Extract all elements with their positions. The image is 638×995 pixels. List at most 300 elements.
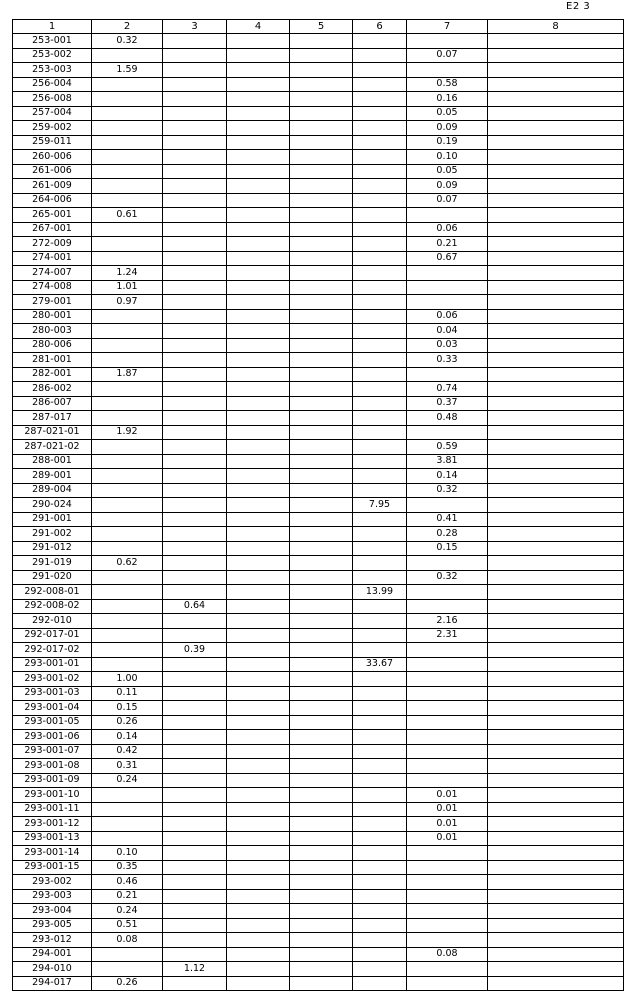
- col2-cell: 0.97: [92, 295, 163, 310]
- col8-cell: [488, 454, 624, 469]
- col8-cell: [488, 295, 624, 310]
- col2-cell: 0.32: [92, 34, 163, 49]
- col5-cell: [290, 585, 353, 600]
- row-id-cell: 280-001: [13, 309, 92, 324]
- col5-cell: [290, 715, 353, 730]
- col6-cell: [353, 353, 407, 368]
- col4-cell: [227, 106, 290, 121]
- row-id-cell: 259-011: [13, 135, 92, 150]
- table-row: [13, 904, 624, 919]
- col5-cell: [290, 933, 353, 948]
- table-row: [13, 759, 624, 774]
- row-id-cell: 294-001: [13, 947, 92, 962]
- col5-cell: [290, 527, 353, 542]
- col3-cell: 0.39: [163, 643, 227, 658]
- col4-cell: [227, 918, 290, 933]
- col4-cell: [227, 324, 290, 339]
- col7-cell: [407, 759, 488, 774]
- row-id-cell: 293-003: [13, 889, 92, 904]
- col5-cell: [290, 976, 353, 991]
- col3-cell: [163, 164, 227, 179]
- table-row: [13, 266, 624, 281]
- col2-cell: [92, 193, 163, 208]
- col3-cell: 0.64: [163, 599, 227, 614]
- col6-cell: [353, 817, 407, 832]
- row-id-cell: 274-008: [13, 280, 92, 295]
- col7-cell: 0.07: [407, 193, 488, 208]
- table-row: [13, 686, 624, 701]
- row-id-cell: 293-001-02: [13, 672, 92, 687]
- col6-cell: [353, 425, 407, 440]
- row-id-cell: 292-010: [13, 614, 92, 629]
- col7-cell: 0.41: [407, 512, 488, 527]
- col6-cell: [353, 48, 407, 63]
- col6-cell: [353, 237, 407, 252]
- col7-cell: [407, 904, 488, 919]
- col6-cell: [353, 63, 407, 78]
- col3-cell: [163, 846, 227, 861]
- col2-cell: [92, 150, 163, 165]
- col3-cell: [163, 730, 227, 745]
- col8-cell: [488, 150, 624, 165]
- col7-cell: 0.01: [407, 831, 488, 846]
- table-row: [13, 63, 624, 78]
- col8-cell: [488, 918, 624, 933]
- column-header: 3: [163, 20, 227, 34]
- table-row: [13, 744, 624, 759]
- table-row: [13, 614, 624, 629]
- col7-cell: [407, 976, 488, 991]
- col4-cell: [227, 773, 290, 788]
- col6-cell: [353, 788, 407, 803]
- col2-cell: [92, 817, 163, 832]
- col5-cell: [290, 918, 353, 933]
- table-row: [13, 295, 624, 310]
- col6-cell: [353, 280, 407, 295]
- table-row: [13, 382, 624, 397]
- col6-cell: [353, 875, 407, 890]
- col2-cell: 1.59: [92, 63, 163, 78]
- table-row: [13, 135, 624, 150]
- row-id-cell: 274-007: [13, 266, 92, 281]
- col6-cell: [353, 715, 407, 730]
- row-id-cell: 272-009: [13, 237, 92, 252]
- table-row: [13, 643, 624, 658]
- col4-cell: [227, 788, 290, 803]
- col7-cell: [407, 556, 488, 571]
- col7-cell: 0.67: [407, 251, 488, 266]
- col5-cell: [290, 63, 353, 78]
- col5-cell: [290, 77, 353, 92]
- table-row: [13, 585, 624, 600]
- col6-cell: [353, 483, 407, 498]
- col2-cell: [92, 788, 163, 803]
- col7-cell: 0.48: [407, 411, 488, 426]
- col8-cell: [488, 396, 624, 411]
- col2-cell: [92, 309, 163, 324]
- col6-cell: [353, 411, 407, 426]
- col2-cell: [92, 106, 163, 121]
- col6-cell: [353, 701, 407, 716]
- col3-cell: [163, 483, 227, 498]
- col3-cell: [163, 947, 227, 962]
- col4-cell: [227, 657, 290, 672]
- col5-cell: [290, 164, 353, 179]
- col2-cell: [92, 541, 163, 556]
- col8-cell: [488, 643, 624, 658]
- col7-cell: [407, 657, 488, 672]
- row-id-cell: 267-001: [13, 222, 92, 237]
- col7-cell: 0.05: [407, 164, 488, 179]
- table-row: [13, 889, 624, 904]
- col8-cell: [488, 309, 624, 324]
- table-row: [13, 788, 624, 803]
- col4-cell: [227, 947, 290, 962]
- col7-cell: [407, 208, 488, 223]
- col4-cell: [227, 817, 290, 832]
- col3-cell: [163, 150, 227, 165]
- col5-cell: [290, 831, 353, 846]
- col3-cell: [163, 309, 227, 324]
- table-row: [13, 222, 624, 237]
- col6-cell: [353, 92, 407, 107]
- col4-cell: [227, 744, 290, 759]
- col7-cell: 0.06: [407, 222, 488, 237]
- col3-cell: [163, 63, 227, 78]
- col3-cell: [163, 512, 227, 527]
- col4-cell: [227, 556, 290, 571]
- col4-cell: [227, 628, 290, 643]
- col4-cell: [227, 962, 290, 977]
- col8-cell: [488, 121, 624, 136]
- col2-cell: 0.61: [92, 208, 163, 223]
- col6-cell: [353, 628, 407, 643]
- col7-cell: [407, 701, 488, 716]
- col4-cell: [227, 309, 290, 324]
- row-id-cell: 253-002: [13, 48, 92, 63]
- row-id-cell: 292-017-01: [13, 628, 92, 643]
- col6-cell: 7.95: [353, 498, 407, 513]
- row-id-cell: 291-020: [13, 570, 92, 585]
- col8-cell: [488, 788, 624, 803]
- col4-cell: [227, 643, 290, 658]
- table-row: [13, 483, 624, 498]
- col5-cell: [290, 701, 353, 716]
- col4-cell: [227, 411, 290, 426]
- col7-cell: [407, 730, 488, 745]
- col7-cell: 0.10: [407, 150, 488, 165]
- col6-cell: [353, 512, 407, 527]
- col2-cell: [92, 469, 163, 484]
- table-row: [13, 106, 624, 121]
- col8-cell: [488, 208, 624, 223]
- row-id-cell: 293-001-10: [13, 788, 92, 803]
- col5-cell: [290, 280, 353, 295]
- col4-cell: [227, 831, 290, 846]
- col6-cell: [353, 599, 407, 614]
- col4-cell: [227, 846, 290, 861]
- col6-cell: [353, 77, 407, 92]
- col4-cell: [227, 34, 290, 49]
- col5-cell: [290, 875, 353, 890]
- row-id-cell: 256-008: [13, 92, 92, 107]
- col3-cell: [163, 585, 227, 600]
- col8-cell: [488, 512, 624, 527]
- col8-cell: [488, 933, 624, 948]
- col2-cell: 0.24: [92, 773, 163, 788]
- col2-cell: 0.24: [92, 904, 163, 919]
- col7-cell: [407, 34, 488, 49]
- table-row: [13, 324, 624, 339]
- row-id-cell: 289-001: [13, 469, 92, 484]
- col8-cell: [488, 92, 624, 107]
- row-id-cell: 293-001-12: [13, 817, 92, 832]
- data-table: [12, 19, 624, 991]
- col5-cell: [290, 614, 353, 629]
- col8-cell: [488, 440, 624, 455]
- col2-cell: 0.10: [92, 846, 163, 861]
- col3-cell: [163, 179, 227, 194]
- table-row: [13, 570, 624, 585]
- col4-cell: [227, 541, 290, 556]
- col2-cell: 0.08: [92, 933, 163, 948]
- table-row: [13, 860, 624, 875]
- col8-cell: [488, 628, 624, 643]
- col5-cell: [290, 309, 353, 324]
- col4-cell: [227, 396, 290, 411]
- column-header: 2: [92, 20, 163, 34]
- col6-cell: 13.99: [353, 585, 407, 600]
- table-row: [13, 48, 624, 63]
- col2-cell: [92, 628, 163, 643]
- col8-cell: [488, 280, 624, 295]
- row-id-cell: 293-005: [13, 918, 92, 933]
- col3-cell: [163, 498, 227, 513]
- col8-cell: [488, 222, 624, 237]
- col2-cell: [92, 251, 163, 266]
- col7-cell: 0.08: [407, 947, 488, 962]
- col8-cell: [488, 802, 624, 817]
- col3-cell: [163, 744, 227, 759]
- col7-cell: 0.05: [407, 106, 488, 121]
- col3-cell: [163, 933, 227, 948]
- table-row: [13, 77, 624, 92]
- table-row: [13, 34, 624, 49]
- column-header: 4: [227, 20, 290, 34]
- col6-cell: [353, 933, 407, 948]
- table-row: [13, 193, 624, 208]
- col3-cell: [163, 715, 227, 730]
- table-row: [13, 121, 624, 136]
- col8-cell: [488, 860, 624, 875]
- col7-cell: 0.01: [407, 817, 488, 832]
- col4-cell: [227, 92, 290, 107]
- col2-cell: [92, 483, 163, 498]
- col7-cell: [407, 280, 488, 295]
- col3-cell: [163, 657, 227, 672]
- col4-cell: [227, 498, 290, 513]
- col3-cell: [163, 208, 227, 223]
- row-id-cell: 282-001: [13, 367, 92, 382]
- col7-cell: 0.15: [407, 541, 488, 556]
- col2-cell: 0.15: [92, 701, 163, 716]
- col8-cell: [488, 266, 624, 281]
- col8-cell: [488, 831, 624, 846]
- row-id-cell: 293-002: [13, 875, 92, 890]
- row-id-cell: 257-004: [13, 106, 92, 121]
- col5-cell: [290, 817, 353, 832]
- col6-cell: [353, 338, 407, 353]
- col4-cell: [227, 889, 290, 904]
- col5-cell: [290, 773, 353, 788]
- col4-cell: [227, 933, 290, 948]
- table-row: [13, 846, 624, 861]
- col8-cell: [488, 338, 624, 353]
- col4-cell: [227, 469, 290, 484]
- col4-cell: [227, 135, 290, 150]
- col2-cell: 0.42: [92, 744, 163, 759]
- col6-cell: [353, 367, 407, 382]
- col5-cell: [290, 962, 353, 977]
- row-id-cell: 281-001: [13, 353, 92, 368]
- col8-cell: [488, 976, 624, 991]
- row-id-cell: 293-001-07: [13, 744, 92, 759]
- row-id-cell: 293-001-06: [13, 730, 92, 745]
- col5-cell: [290, 541, 353, 556]
- col7-cell: 0.19: [407, 135, 488, 150]
- col7-cell: 0.16: [407, 92, 488, 107]
- col5-cell: [290, 744, 353, 759]
- col6-cell: [353, 34, 407, 49]
- col2-cell: 1.01: [92, 280, 163, 295]
- col5-cell: [290, 382, 353, 397]
- col3-cell: [163, 237, 227, 252]
- col6-cell: [353, 976, 407, 991]
- row-id-cell: 279-001: [13, 295, 92, 310]
- col4-cell: [227, 483, 290, 498]
- col8-cell: [488, 193, 624, 208]
- col5-cell: [290, 570, 353, 585]
- col3-cell: [163, 425, 227, 440]
- col8-cell: [488, 135, 624, 150]
- col3-cell: [163, 976, 227, 991]
- table-row: [13, 831, 624, 846]
- col4-cell: [227, 164, 290, 179]
- col4-cell: [227, 860, 290, 875]
- table-row: [13, 411, 624, 426]
- col3-cell: [163, 860, 227, 875]
- col7-cell: [407, 715, 488, 730]
- col3-cell: [163, 918, 227, 933]
- table-body: [13, 34, 624, 991]
- col2-cell: [92, 237, 163, 252]
- col6-cell: [353, 135, 407, 150]
- table-row: [13, 425, 624, 440]
- col4-cell: [227, 614, 290, 629]
- col3-cell: 1.12: [163, 962, 227, 977]
- col6-cell: [353, 744, 407, 759]
- col6-cell: [353, 672, 407, 687]
- col7-cell: [407, 846, 488, 861]
- col6-cell: [353, 440, 407, 455]
- col2-cell: [92, 411, 163, 426]
- col3-cell: [163, 295, 227, 310]
- col5-cell: [290, 860, 353, 875]
- col7-cell: [407, 498, 488, 513]
- col3-cell: [163, 817, 227, 832]
- col8-cell: [488, 817, 624, 832]
- page-number: E2 3: [566, 1, 591, 12]
- col5-cell: [290, 947, 353, 962]
- col6-cell: [353, 106, 407, 121]
- col2-cell: 0.51: [92, 918, 163, 933]
- row-id-cell: 292-017-02: [13, 643, 92, 658]
- col4-cell: [227, 454, 290, 469]
- col2-cell: [92, 643, 163, 658]
- col8-cell: [488, 483, 624, 498]
- table-row: [13, 512, 624, 527]
- col8-cell: [488, 367, 624, 382]
- col4-cell: [227, 512, 290, 527]
- col3-cell: [163, 193, 227, 208]
- col6-cell: 33.67: [353, 657, 407, 672]
- column-header: 5: [290, 20, 353, 34]
- col3-cell: [163, 367, 227, 382]
- col4-cell: [227, 715, 290, 730]
- col5-cell: [290, 904, 353, 919]
- col2-cell: [92, 802, 163, 817]
- col5-cell: [290, 788, 353, 803]
- col6-cell: [353, 614, 407, 629]
- table-row: [13, 817, 624, 832]
- col4-cell: [227, 353, 290, 368]
- row-id-cell: 264-006: [13, 193, 92, 208]
- row-id-cell: 293-001-13: [13, 831, 92, 846]
- col4-cell: [227, 802, 290, 817]
- col4-cell: [227, 585, 290, 600]
- row-id-cell: 288-001: [13, 454, 92, 469]
- col2-cell: [92, 353, 163, 368]
- col7-cell: 0.21: [407, 237, 488, 252]
- col7-cell: 0.58: [407, 77, 488, 92]
- header-row: [13, 20, 624, 34]
- col5-cell: [290, 251, 353, 266]
- row-id-cell: 253-001: [13, 34, 92, 49]
- col3-cell: [163, 121, 227, 136]
- col5-cell: [290, 643, 353, 658]
- col8-cell: [488, 469, 624, 484]
- row-id-cell: 280-003: [13, 324, 92, 339]
- table-row: [13, 280, 624, 295]
- col8-cell: [488, 614, 624, 629]
- col2-cell: [92, 121, 163, 136]
- table-row: [13, 440, 624, 455]
- col3-cell: [163, 280, 227, 295]
- col8-cell: [488, 585, 624, 600]
- col3-cell: [163, 628, 227, 643]
- col4-cell: [227, 759, 290, 774]
- table-row: [13, 454, 624, 469]
- table-row: [13, 179, 624, 194]
- col8-cell: [488, 672, 624, 687]
- row-id-cell: 259-002: [13, 121, 92, 136]
- row-id-cell: 291-002: [13, 527, 92, 542]
- col4-cell: [227, 77, 290, 92]
- col5-cell: [290, 686, 353, 701]
- col8-cell: [488, 947, 624, 962]
- col6-cell: [353, 759, 407, 774]
- col5-cell: [290, 222, 353, 237]
